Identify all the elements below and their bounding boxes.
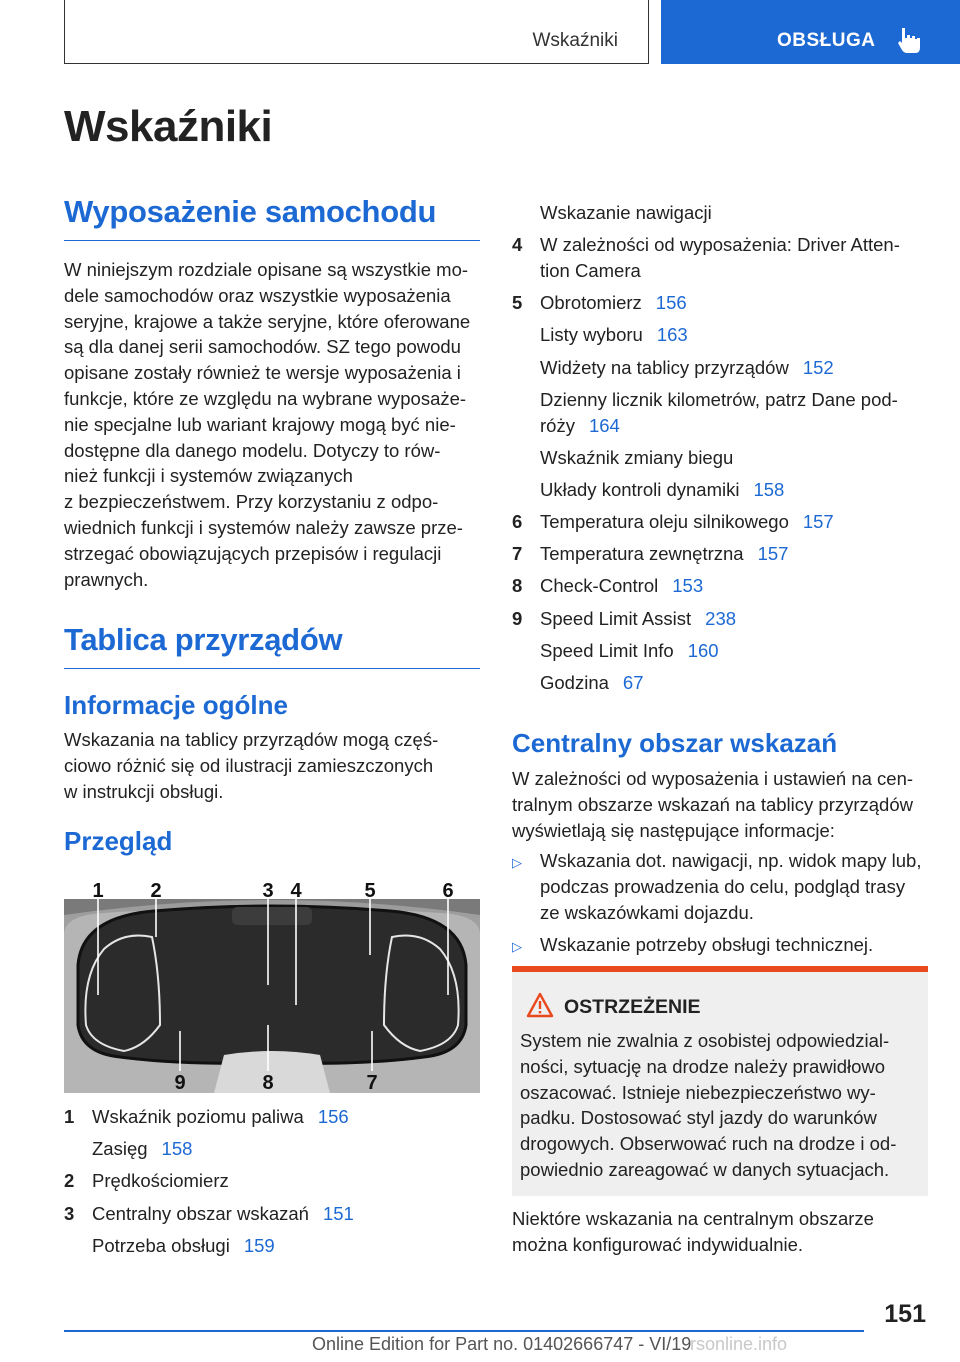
heading-dashboard: Tablica przyrządów [64,622,480,669]
list-item: Potrzeba obsługi 159 [92,1234,275,1256]
list-item: Listy wyboru 163 [540,324,688,346]
paragraph-configuration: Niektóre wskazania na centralnym obszarze można konfigurować indywidualnie. [512,1208,874,1255]
legend-list-left [64,1104,480,1265]
figure-label-8: 8 [262,1072,274,1093]
list-item: 8 Check-Control 153 [512,575,704,597]
list-item: 3 Centralny obszar wskazań 151 [64,1202,354,1224]
warning-triangle-icon [526,992,554,1018]
list-item: Widżety na tablicy przyrządów 152 [540,356,834,378]
page-ref-link[interactable]: 238 [705,607,737,629]
footer-watermark: rsonline.info [690,1334,788,1354]
list-item: Układy kontroli dynamiki 158 [540,478,785,500]
page-ref-link[interactable]: 163 [656,324,688,346]
page-ref-link[interactable]: 164 [588,414,620,436]
warning-body: System nie zwalnia z osobistej odpowiedzial- ności, sytuację na drodze należy prawidłowo oszacować. Istnieje niebezpieczeństwo wy- padku. Dostosować styl jazdy do warunków drogowych. Obserwować ruch na drodze i od- powiednio zareagować w danych sytuacjach. [520,1030,897,1180]
header-chapter-label: OBSŁUGA [777,30,876,51]
heading-vehicle-equipment: Wyposażenie samochodu [64,194,480,241]
list-item: Godzina 67 [540,672,644,694]
figure-label-2: 2 [150,880,162,902]
list-item: ▷ Wskazanie potrzeby obsługi technicznej. [512,932,928,960]
list-item: 7 Temperatura zewnętrzna 157 [512,543,789,565]
heading-overview: Przegląd [64,826,173,856]
page-ref-link[interactable]: 157 [802,511,834,533]
list-item: 1 Wskaźnik poziomu paliwa 156 [64,1106,349,1127]
page-ref-link[interactable]: 158 [161,1138,193,1160]
page-ref-link[interactable]: 153 [672,575,704,597]
list-item: Dzienny licznik kilometrów, patrz Dane pod- róży 164 [540,388,898,436]
triangle-bullet-icon: ▷ [512,855,522,870]
figure-label-9: 9 [174,1072,186,1093]
warning-box [512,966,928,1196]
instrument-cluster-figure [64,875,480,1093]
figure-label-6: 6 [442,880,454,902]
list-item: Wskaźnik zmiany biegu [540,446,734,468]
page-ref-link[interactable]: 160 [687,639,719,661]
figure-label-3: 3 [262,880,274,902]
figure-label-5: 5 [364,880,376,902]
page-title: Wskaźniki [64,102,273,151]
page-ref-link[interactable]: 158 [753,478,785,500]
page-ref-link[interactable]: 157 [757,543,789,565]
header-chapter-tab[interactable] [661,0,960,64]
list-item: Speed Limit Info 160 [540,639,719,661]
list-item: ▷ Wskazania dot. nawigacji, np. widok mapy lub, podczas prowadzenia do celu, podgląd trasy ze wskazówkami dojazdu. [512,848,928,925]
page-ref-link[interactable]: 159 [243,1234,275,1256]
page-ref-link[interactable]: 156 [317,1106,349,1127]
list-item: 9 Speed Limit Assist 238 [512,607,737,629]
figure-label-7: 7 [366,1072,378,1093]
triangle-bullet-icon: ▷ [512,938,522,954]
heading-general-info: Informacje ogólne [64,690,288,720]
header-section-box [64,0,649,64]
paragraph-vehicle-equipment: W niniejszym rozdziale opisane są wszystkie mo- dele samochodów oraz wszystkie wyposażenia seryjne, krajowe a także seryjne, które oferowane są dla danej serii samochodów. SZ tego powodu opisane zostały również te wersje wyposażenia i funkcje, które ze względu na wybrane wyposaże- nie specjalne lub wariant krajowy mogą być nie- dostępne dla danego modelu. Dotyczy to rów- nież funkcji i systemów związanych z bezpieczeństwem. Przy korzystaniu z odpo- wiednich funkcji i systemów należy zawsze prze- strzegać obowiązujących przepisów i regulacji prawnych. [64,259,471,590]
list-item: 2 Prędkościomierz [64,1170,229,1192]
bullet-list [512,848,928,966]
paragraph-central-display: W zależności od wyposażenia i ustawień na cen- tralnym obszarze wskazań na tablicy przyrządów wyświetlają się następujące informacje: [512,768,914,841]
figure-label-4: 4 [290,880,302,902]
hand-pointer-icon [896,26,922,54]
list-item: 4 W zależności od wyposażenia: Driver Atten- tion Camera [512,234,900,281]
page-ref-link[interactable]: 67 [622,672,644,694]
page-number: 151 [884,1300,926,1328]
footer-edition: Online Edition for Part no. 01402666747 - VI/19 [312,1334,692,1354]
page-ref-link[interactable]: 156 [655,292,687,314]
page-ref-link[interactable]: 151 [322,1202,354,1224]
paragraph-general-info: Wskazania na tablicy przyrządów mogą częś- ciowo różnić się od ilustracji zamieszczonych w instrukcji obsługi. [64,729,439,802]
warning-title: OSTRZEŻENIE [564,996,701,1018]
header-section-title: Wskaźniki [532,30,618,51]
list-item: Wskazanie nawigacji [540,202,712,223]
list-item: Zasięg 158 [92,1138,193,1160]
list-item: 6 Temperatura oleju silnikowego 157 [512,511,834,533]
page-ref-link[interactable]: 152 [802,356,834,378]
legend-list-right [512,200,928,702]
list-item: 5 Obrotomierz 156 [512,292,687,314]
footer-divider [64,1330,864,1332]
figure-label-1: 1 [92,880,104,902]
heading-central-display: Centralny obszar wskazań [512,728,838,758]
